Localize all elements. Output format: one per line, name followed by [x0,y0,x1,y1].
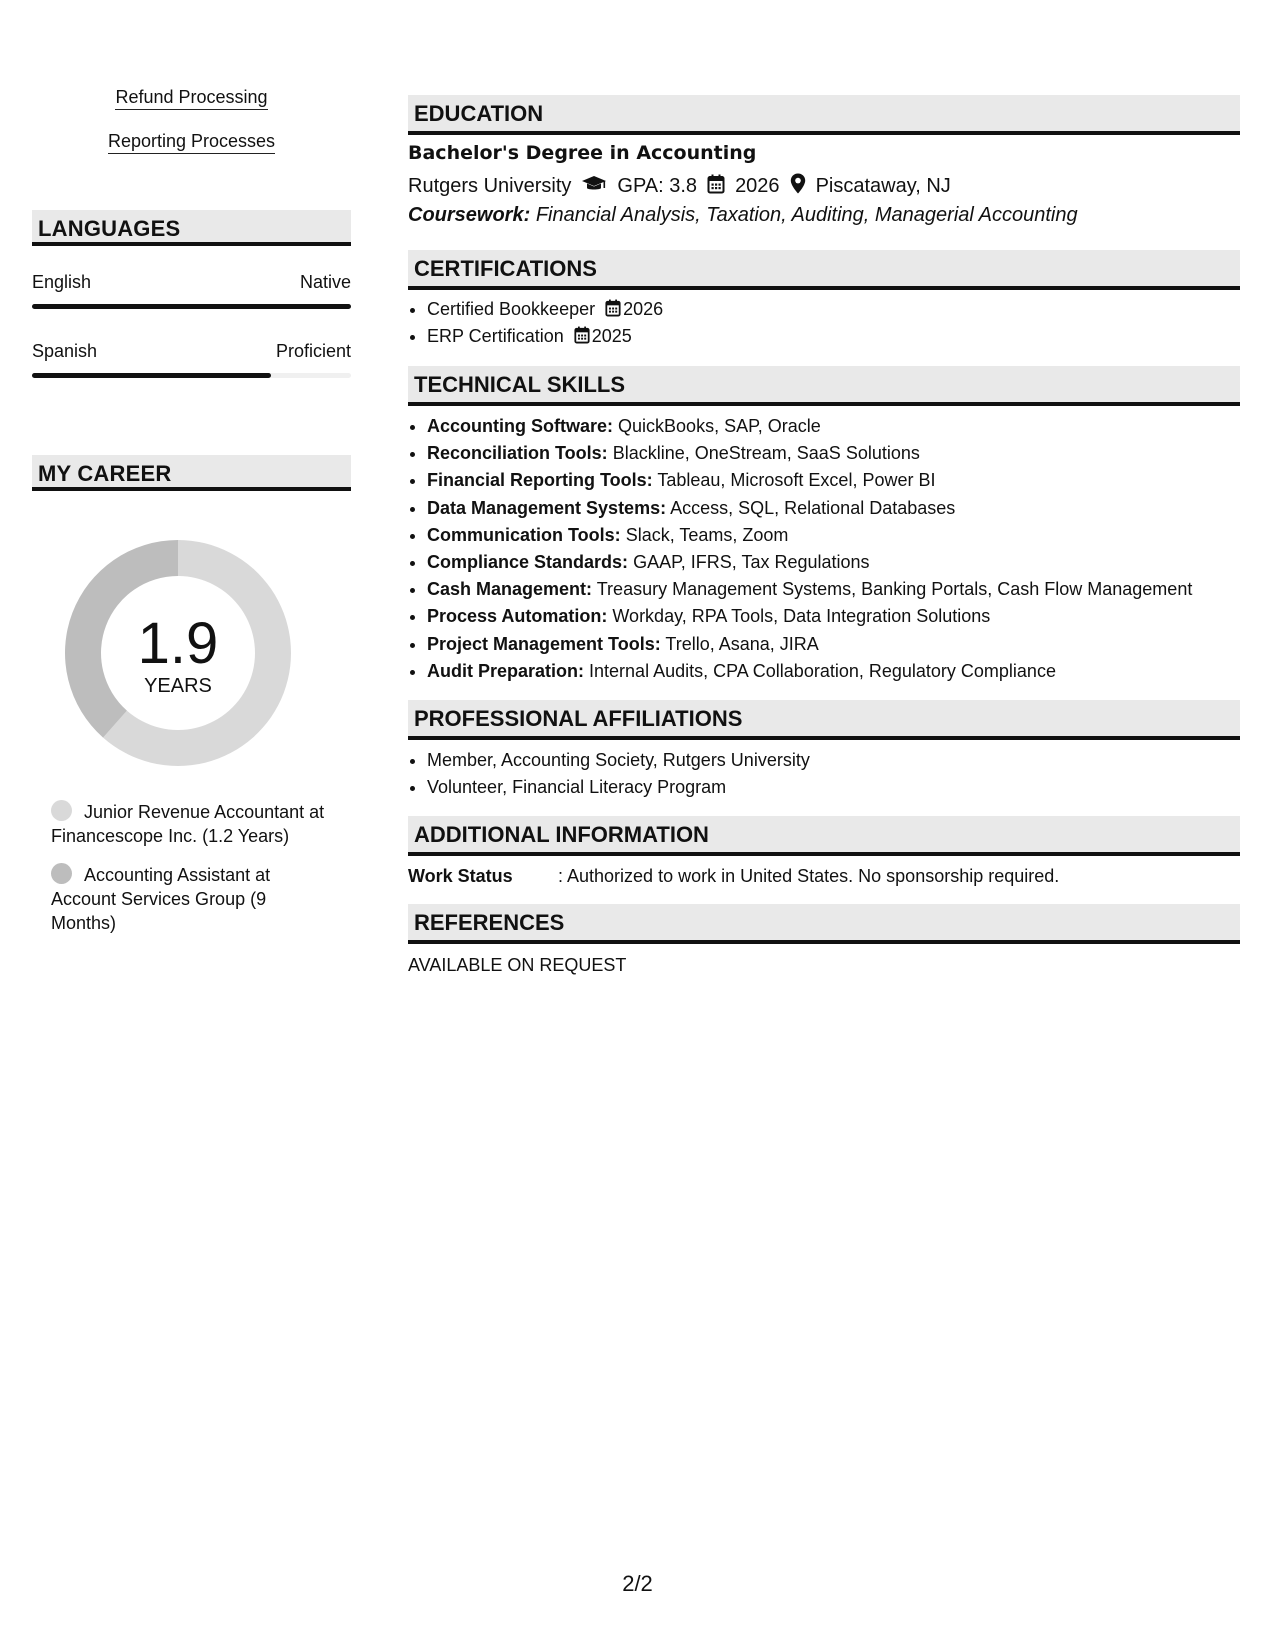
skill-item: • Cash Management: Treasury Management Systems, Banking Portals, Cash Flow Management [427,576,1192,603]
skill-item: • Process Automation: Workday, RPA Tools, Data Integration Solutions [427,603,1192,630]
map-pin-icon [790,173,806,200]
certification-name: ERP Certification [427,326,564,347]
coursework-list: Financial Analysis, Taxation, Auditing, Managerial Accounting [535,204,1078,226]
language-bar-track [32,373,351,378]
language-level: Proficient [275,341,351,361]
technical-skills-heading: TECHNICAL SKILLS [408,366,1240,406]
skill-item: • Data Management Systems: Access, SQL, Relational Databases [427,495,1192,522]
certifications-heading: CERTIFICATIONS [408,250,1240,290]
school-location: Piscataway, NJ [815,175,951,197]
skill-link-refund-processing[interactable]: Refund Processing [32,86,351,108]
calendar-icon [605,298,621,325]
affiliation-item: • Member, Accounting Society, Rutgers University [427,747,810,774]
skill-item: • Audit Preparation: Internal Audits, CPA Collaboration, Regulatory Compliance [427,658,1192,685]
language-level: Native [299,272,351,292]
school-name: Rutgers University [408,175,572,197]
certification-year: 2026 [623,299,664,319]
graduation-year: 2026 [735,175,780,197]
language-bar-fill [32,304,351,309]
languages-heading: LANGUAGES [32,210,351,246]
calendar-icon [574,325,590,352]
gpa: GPA: 3.8 [617,175,698,197]
additional-info-heading: ADDITIONAL INFORMATION [408,816,1240,856]
calendar-icon [707,174,725,200]
references-heading: REFERENCES [408,904,1240,944]
work-status-row [408,866,1059,887]
education-meta [408,173,951,200]
graduation-cap-icon [581,175,607,199]
certification-name: Certified Bookkeeper [427,299,596,319]
skill-item: • Accounting Software: QuickBooks, SAP, Oracle [427,413,1192,440]
affiliations-list [408,747,810,801]
technical-skills-list [408,413,1192,685]
certification-item [427,323,663,350]
skill-item: • Reconciliation Tools: Blackline, OneStream, SaaS Solutions [427,440,1192,467]
skill-link-reporting-processes[interactable]: Reporting Processes [32,130,351,152]
skill-item: • Project Management Tools: Trello, Asana, JIRA [427,631,1192,658]
references-text: AVAILABLE ON REQUEST [408,955,627,975]
certification-year: 2025 [591,326,632,347]
coursework-label: Coursework: [408,204,531,226]
career-role-label: Accounting Assistant at Account Services Group (9 Months) [51,865,271,933]
page-number: 2/2 [622,1571,653,1596]
affiliations-heading: PROFESSIONAL AFFILIATIONS [408,700,1240,740]
role-color-dot [51,863,72,884]
language-bar-fill [32,373,271,378]
language-bar-track [32,304,351,309]
work-status-label: Work Status [408,866,513,886]
certifications-list [408,296,663,350]
skill-item: • Compliance Standards: GAAP, IFRS, Tax Regulations [427,549,1192,576]
career-donut [65,540,291,766]
education-heading: EDUCATION [408,95,1240,135]
affiliation-item: • Volunteer, Financial Literacy Program [427,774,810,801]
career-total-unit: YEARS [144,675,212,697]
career-role-label: Junior Revenue Accountant at Financescope Inc. (1.2 Years) [51,802,325,846]
career-role-item [51,863,331,935]
coursework [408,204,1078,227]
skill-item: • Financial Reporting Tools: Tableau, Microsoft Excel, Power BI [427,467,1192,494]
career-total-value: 1.9 [137,611,219,676]
work-status-value: : Authorized to work in United States. No sponsorship required. [558,866,1060,886]
degree-title: Bachelor's Degree in Accounting [408,142,757,164]
role-color-dot [51,800,72,821]
language-name: Spanish [32,341,98,361]
language-name: English [32,272,92,292]
skill-item: • Communication Tools: Slack, Teams, Zoom [427,522,1192,549]
career-heading: MY CAREER [32,455,351,491]
certification-item [427,296,663,323]
career-role-item [51,800,331,848]
